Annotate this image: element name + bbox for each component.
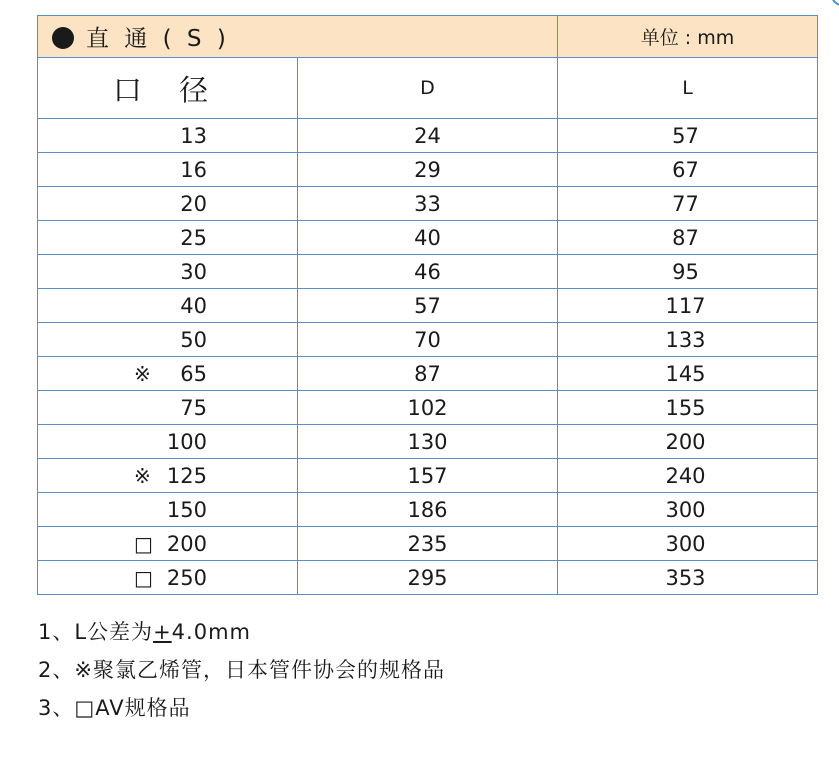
bore-value: 20 bbox=[180, 191, 207, 216]
note-1 bbox=[38, 613, 445, 651]
table-row bbox=[38, 153, 818, 187]
table-row bbox=[38, 119, 818, 153]
bore-value: 75 bbox=[180, 395, 207, 420]
bullet-dot-icon bbox=[52, 27, 74, 49]
bore-cell bbox=[38, 493, 298, 527]
note-1-text: 1、L公差为 bbox=[38, 620, 154, 644]
note-1-plus-minus: + bbox=[153, 620, 172, 644]
note-1-value: 4.0mm bbox=[171, 620, 251, 644]
bore-cell bbox=[38, 221, 298, 255]
bore-cell bbox=[38, 391, 298, 425]
l-value: 240 bbox=[558, 459, 818, 493]
l-value: 155 bbox=[558, 391, 818, 425]
d-value: 33 bbox=[298, 187, 558, 221]
bore-value: 13 bbox=[180, 123, 207, 148]
d-value: 46 bbox=[298, 255, 558, 289]
spec-table bbox=[37, 15, 818, 595]
table-row bbox=[38, 527, 818, 561]
bore-value: 150 bbox=[166, 497, 207, 522]
d-value: 295 bbox=[298, 561, 558, 595]
l-value: 95 bbox=[558, 255, 818, 289]
l-value: 133 bbox=[558, 323, 818, 357]
bore-cell bbox=[38, 459, 298, 493]
spec-marker: ※ bbox=[134, 464, 151, 488]
bore-value: 16 bbox=[180, 157, 207, 182]
l-value: 200 bbox=[558, 425, 818, 459]
table-row bbox=[38, 391, 818, 425]
bore-cell bbox=[38, 187, 298, 221]
unit-label: 单位 : mm bbox=[558, 16, 818, 58]
column-header-l: L bbox=[558, 58, 818, 119]
l-value: 353 bbox=[558, 561, 818, 595]
bore-cell bbox=[38, 153, 298, 187]
spec-marker: ※ bbox=[134, 362, 151, 386]
l-value: 117 bbox=[558, 289, 818, 323]
note-3: 3、□AV规格品 bbox=[38, 696, 191, 720]
bore-value: 30 bbox=[180, 259, 207, 284]
bore-cell bbox=[38, 119, 298, 153]
bore-cell bbox=[38, 357, 298, 391]
table-row bbox=[38, 459, 818, 493]
footnotes bbox=[38, 613, 445, 727]
bore-cell bbox=[38, 289, 298, 323]
d-value: 130 bbox=[298, 425, 558, 459]
l-value: 300 bbox=[558, 493, 818, 527]
bore-cell bbox=[38, 561, 298, 595]
bore-value: 65 bbox=[180, 361, 207, 386]
table-row bbox=[38, 425, 818, 459]
d-value: 235 bbox=[298, 527, 558, 561]
l-value: 87 bbox=[558, 221, 818, 255]
l-value: 57 bbox=[558, 119, 818, 153]
d-value: 87 bbox=[298, 357, 558, 391]
bore-value: 50 bbox=[180, 327, 207, 352]
l-value: 300 bbox=[558, 527, 818, 561]
table-row bbox=[38, 221, 818, 255]
bore-cell bbox=[38, 425, 298, 459]
column-header-bore: 口 径 bbox=[38, 58, 298, 119]
table-row bbox=[38, 187, 818, 221]
bore-value: 40 bbox=[180, 293, 207, 318]
bore-value: 100 bbox=[166, 429, 207, 454]
bore-cell bbox=[38, 323, 298, 357]
table-row bbox=[38, 323, 818, 357]
d-value: 157 bbox=[298, 459, 558, 493]
table-title-row bbox=[38, 16, 818, 58]
d-value: 102 bbox=[298, 391, 558, 425]
table-title-cell bbox=[38, 16, 558, 58]
table-row bbox=[38, 289, 818, 323]
l-value: 67 bbox=[558, 153, 818, 187]
table-row bbox=[38, 493, 818, 527]
bore-value: 25 bbox=[180, 225, 207, 250]
bore-value: 250 bbox=[166, 565, 207, 590]
bore-cell bbox=[38, 527, 298, 561]
bore-value: 200 bbox=[166, 531, 207, 556]
table-row bbox=[38, 255, 818, 289]
d-value: 70 bbox=[298, 323, 558, 357]
d-value: 186 bbox=[298, 493, 558, 527]
d-value: 40 bbox=[298, 221, 558, 255]
d-value: 57 bbox=[298, 289, 558, 323]
table-row bbox=[38, 357, 818, 391]
l-value: 77 bbox=[558, 187, 818, 221]
corner-decoration bbox=[831, 0, 839, 6]
spec-marker: □ bbox=[134, 566, 153, 590]
spec-marker: □ bbox=[134, 532, 153, 556]
column-header-row bbox=[38, 58, 818, 119]
column-header-d: D bbox=[298, 58, 558, 119]
note-2: 2、※聚氯乙烯管，日本管件协会的规格品 bbox=[38, 658, 445, 682]
l-value: 145 bbox=[558, 357, 818, 391]
bore-cell bbox=[38, 255, 298, 289]
table-row bbox=[38, 561, 818, 595]
table-title: 直 通 ( S ) bbox=[86, 26, 230, 52]
d-value: 29 bbox=[298, 153, 558, 187]
bore-value: 125 bbox=[166, 463, 207, 488]
d-value: 24 bbox=[298, 119, 558, 153]
